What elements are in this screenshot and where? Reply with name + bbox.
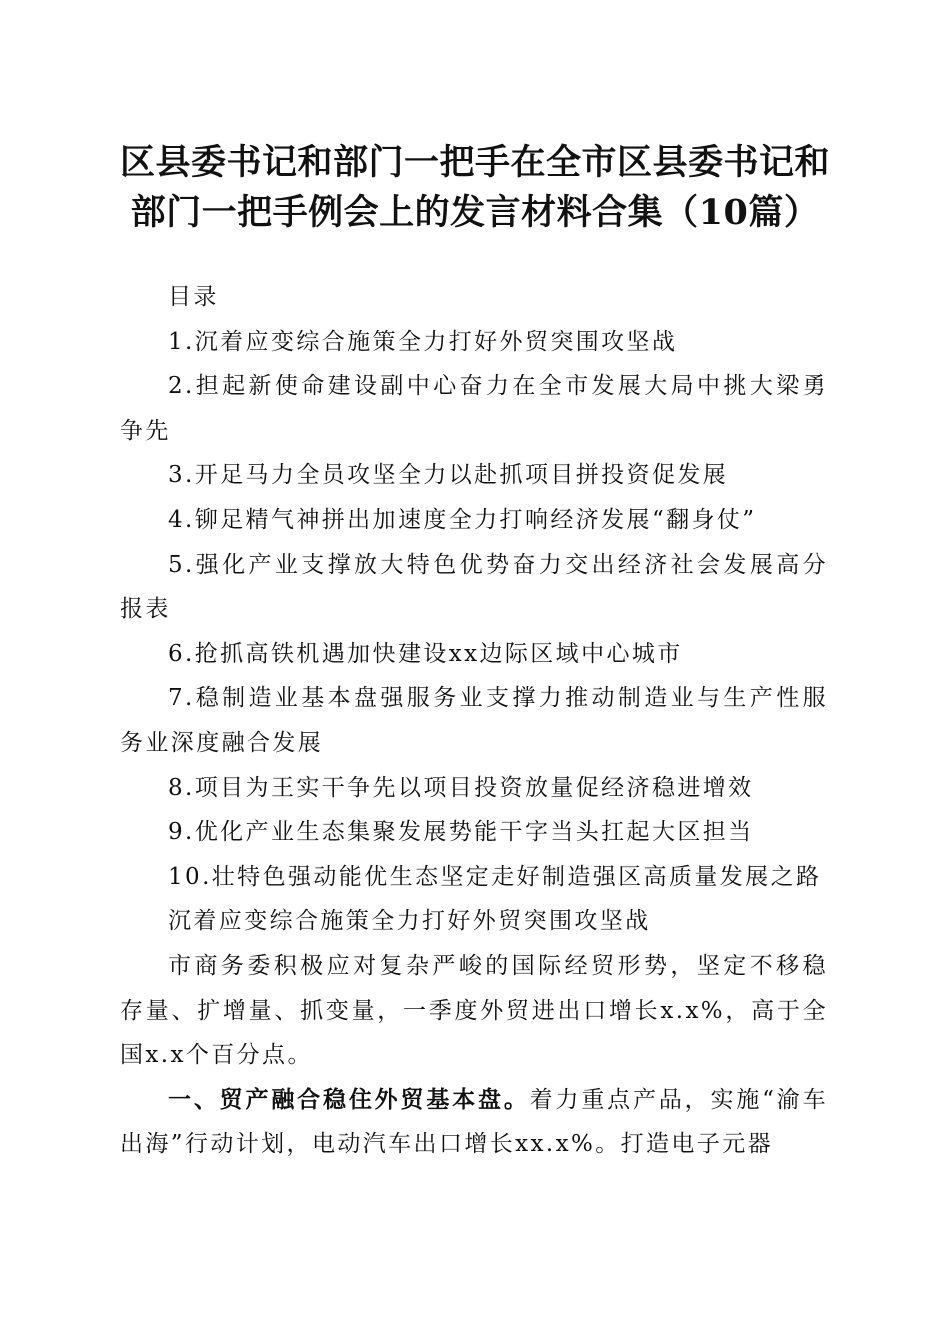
toc-item-5: 5.强化产业支撑放大特色优势奋力交出经济社会发展高分报表 [120,551,828,623]
toc-heading: 目录 [168,284,219,310]
title-line-1: 区县委书记和部门一把手在全市区县委书记和 [119,142,830,183]
toc-item-9: 9.优化产业生态集聚发展势能干字当头扛起大区担当 [168,819,754,846]
toc-item-6: 6.抢抓高铁机遇加快建设xx边际区域中心城市 [168,640,683,667]
toc-item-2: 2.担起新使命建设副中心奋力在全市发展大局中挑大梁勇争先 [120,373,828,444]
article-section-1 [120,1078,828,1167]
section-1-text: 着力重点产品，实施“渝车出海”行动计划，电动汽车出口增长xx.x%。打造电子元器 [120,1086,828,1158]
toc-item-1: 1.沉着应变综合施策全力打好外贸突围攻坚战 [168,328,678,355]
toc-item-4: 4.铆足精气神拼出加速度全力打响经济发展“翻身仗” [168,506,757,533]
toc-item-7: 7.稳制造业基本盘强服务业支撑力推动制造业与生产性服务业深度融合发展 [120,685,828,756]
section-1-heading: 一、贸产融合稳住外贸基本盘。 [168,1085,530,1113]
document-title [80,138,870,238]
article-intro: 市商务委积极应对复杂严峻的国际经贸形势，坚定不移稳存量、扩增量、抓变量，一季度外贸进出口增长x.x%，高于全国x.x个百分点。 [120,952,828,1069]
toc-item-3: 3.开足马力全员攻坚全力以赴抓项目拼投资促发展 [168,462,729,489]
toc-item-10: 10.壮特色强动能优生态坚定走好制造强区高质量发展之路 [168,863,822,890]
document-body [120,275,828,1167]
title-line-2: 部门一把手例会上的发言材料合集（10篇） [130,192,820,233]
article-title: 沉着应变综合施策全力打好外贸突围攻坚战 [168,908,651,935]
toc-item-8: 8.项目为王实干争先以项目投资放量促经济稳进增效 [168,774,754,801]
